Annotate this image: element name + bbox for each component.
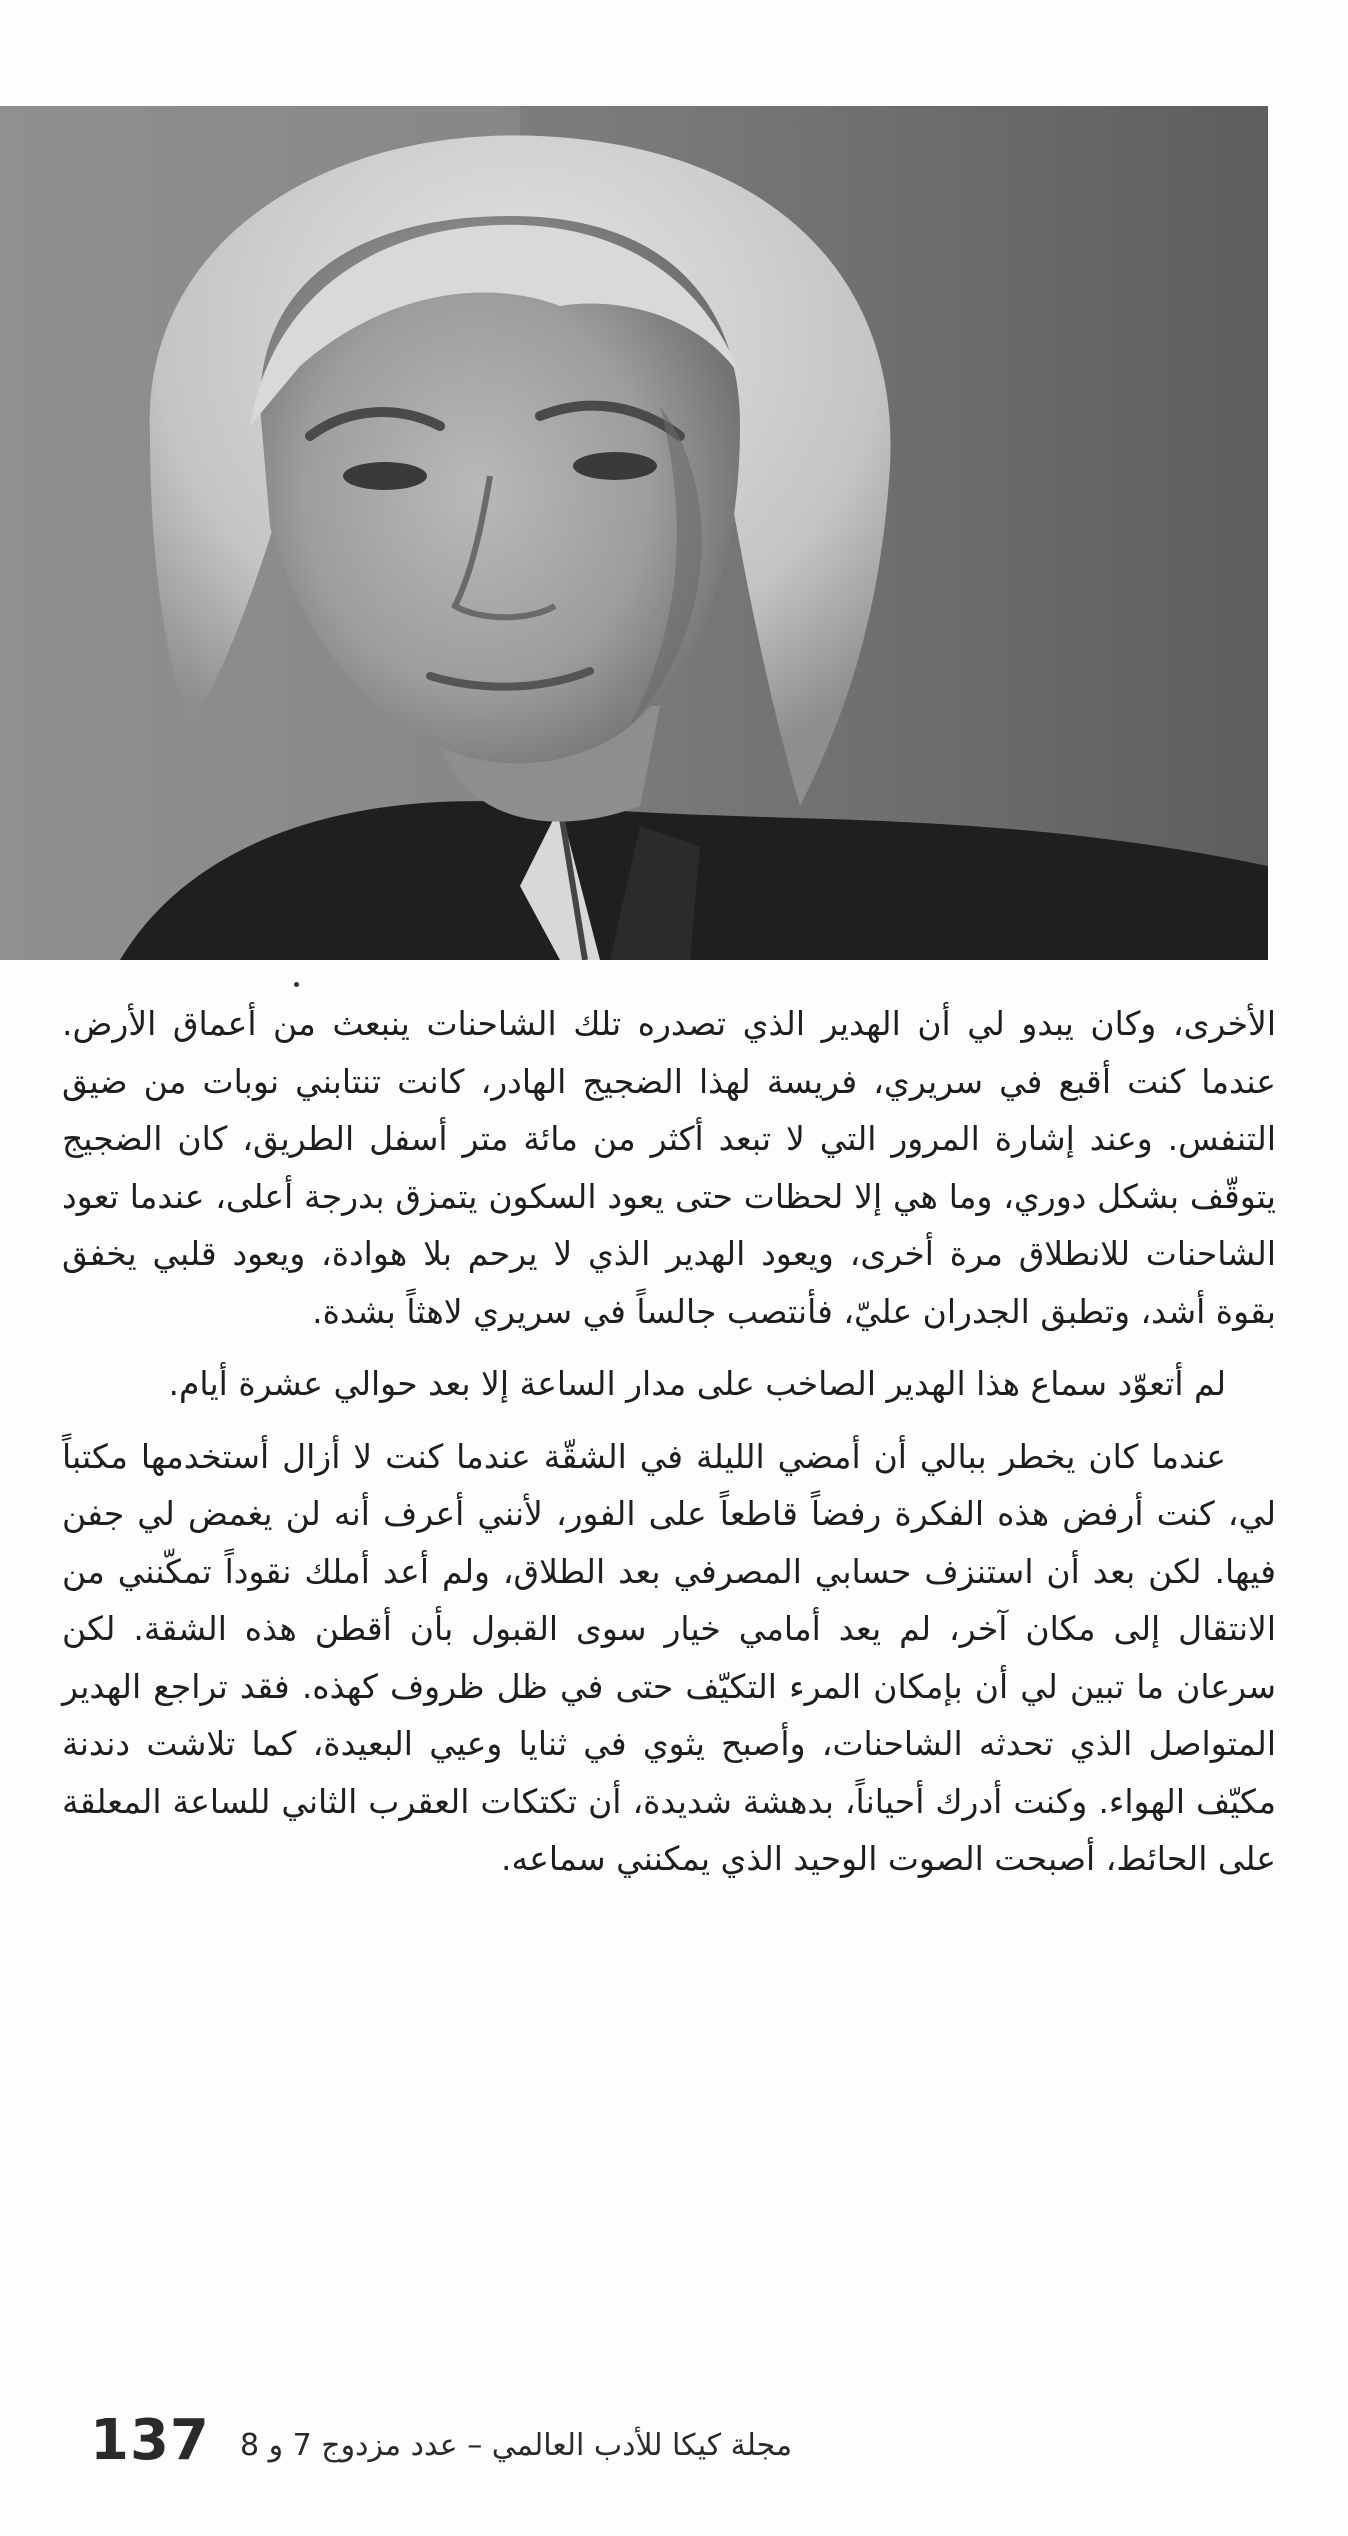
article-paragraph-1: الأخرى، وكان يبدو لي أن الهدير الذي تصدره تلك الشاحنات ينبعث من أعماق الأرض. عندما كنت أقبع في سريري، فريسة لهذا الضجيج الهادر، كانت تنتابني نوبات من ضيق التنفس. وعند إشارة المرور التي لا تبعد أكثر من مائة متر أسفل الطريق، كان الضجيج يتوقّف بشكل دوري، وما هي إلا لحظات حتى يعود السكون يتمزق بدرجة أعلى، عندما تعود الشاحنات للانطلاق مرة أخرى، ويعود الهدير الذي لا يرحم بلا هوادة، ويعود قلبي يخفق بقوة أشد، وتطبق الجدران عليّ، فأنتصب جالساً في سريري لاهثاً بشدة. xyxy=(62,1004,1276,1331)
decorative-dot xyxy=(294,982,299,987)
article-paragraph-2: لم أتعوّد سماع هذا الهدير الصاخب على مدار الساعة إلا بعد حوالي عشرة أيام. xyxy=(168,1364,1226,1403)
journal-issue-label: مجلة كيكا للأدب العالمي – عدد مزدوج 7 و 8 xyxy=(240,2428,793,2463)
page-number: 137 xyxy=(90,2408,210,2473)
author-portrait-photo xyxy=(0,106,1268,960)
article-body xyxy=(62,995,1276,1903)
article-paragraph-3: عندما كان يخطر ببالي أن أمضي الليلة في الشقّة عندما كنت لا أزال أستخدمها مكتباً لي، كنت أرفض هذه الفكرة رفضاً قاطعاً على الفور، لأنني أعرف أنه لن يغمض لي جفن فيها. لكن بعد أن استنزف حسابي المصرفي بعد الطلاق، ولم أعد أملك نقوداً تمكّنني من الانتقال إلى مكان آخر، لم يعد أمامي خيار سوى القبول بأن أقطن هذه الشقة. لكن سرعان ما تبين لي أن بإمكان المرء التكيّف حتى في ظل ظروف كهذه. فقد تراجع الهدير المتواصل الذي تحدثه الشاحنات، وأصبح يثوي في ثنايا وعيي البعيدة، كما تلاشت دندنة مكيّف الهواء. وكنت أدرك أحياناً، بدهشة شديدة، أن تكتكات العقرب الثاني للساعة المعلقة على الحائط، أصبحت الصوت الوحيد الذي يمكنني سماعه. xyxy=(62,1436,1276,1878)
page-footer xyxy=(72,2408,972,2488)
portrait-image xyxy=(0,106,1268,960)
